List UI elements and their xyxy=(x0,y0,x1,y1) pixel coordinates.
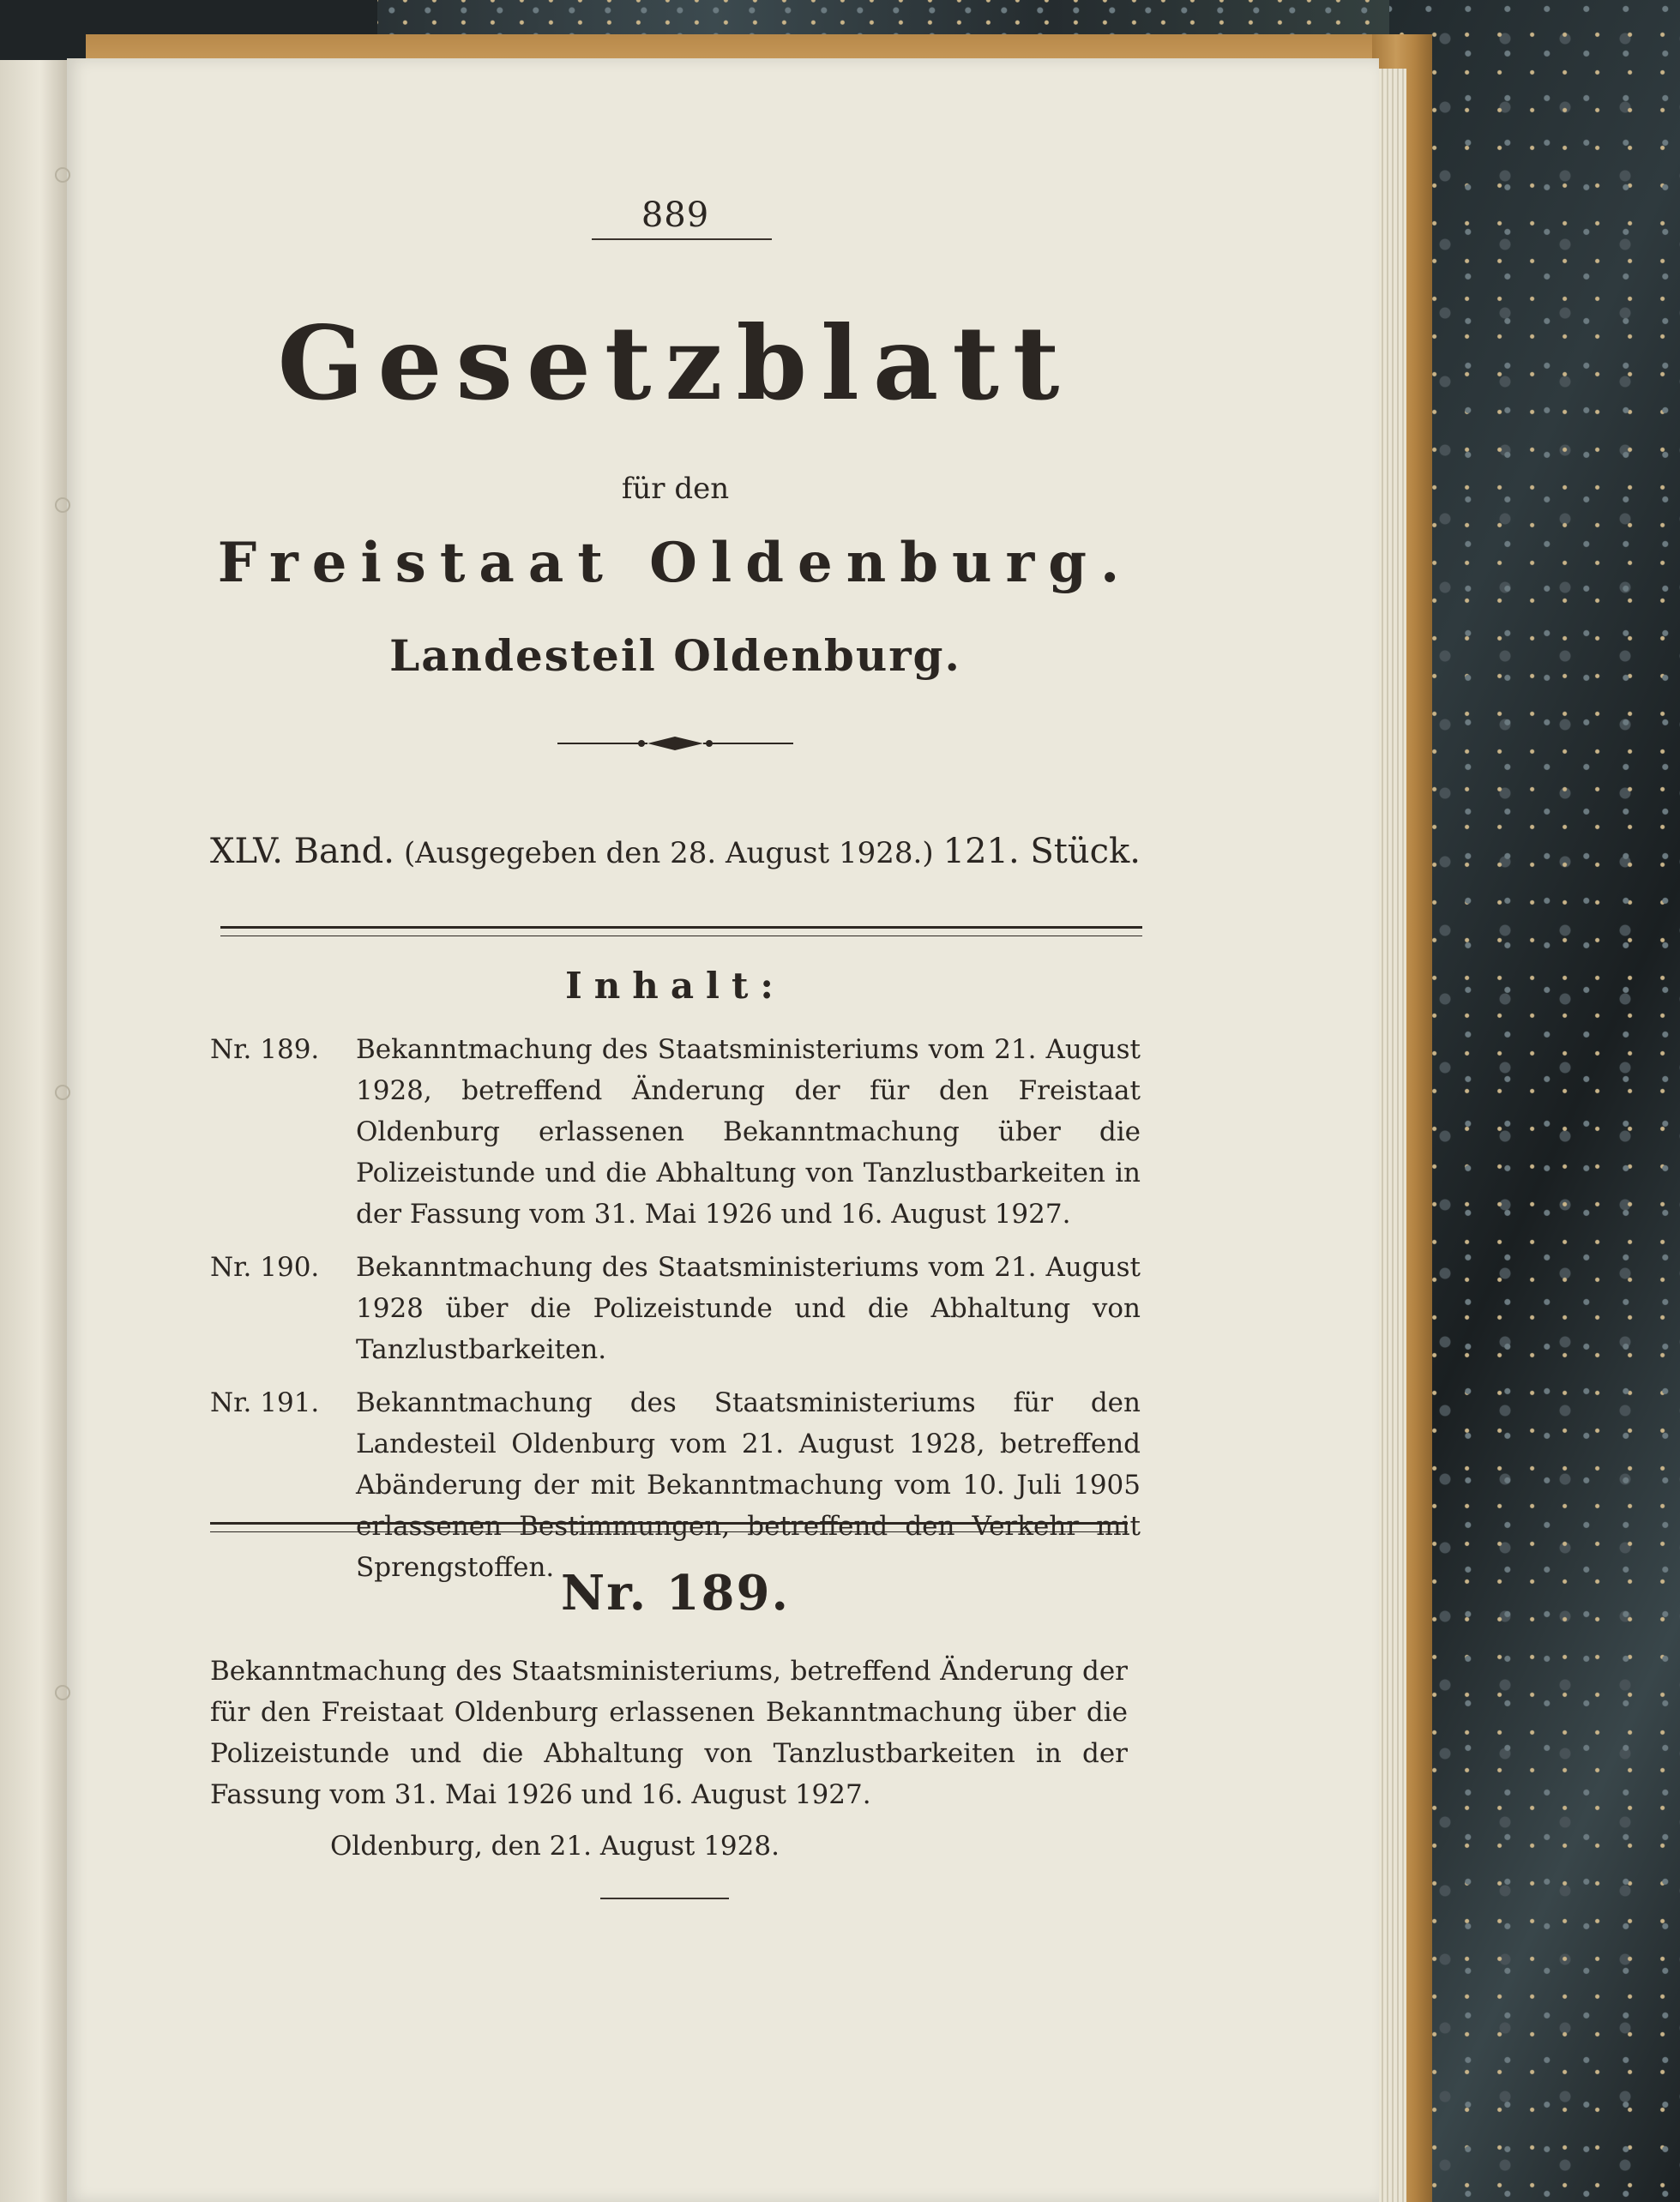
toc-entry-text: Bekanntmachung des Staatsministeriums für den Landesteil Oldenburg vom 21. August 1928, betreffend Abänderung der mit Bekanntmachung vom 10. Juli 1905 erlassenen Bestimmungen, betreffend den Verkehr mit Sprengstoffen. xyxy=(356,1387,1141,1583)
section-description xyxy=(210,1651,1128,1815)
binding-stitch xyxy=(55,1685,70,1700)
double-rule xyxy=(220,926,1142,936)
table-of-contents xyxy=(210,1029,1141,1600)
facing-page-edge xyxy=(0,60,67,2202)
section-place-date: Oldenburg, den 21. August 1928. xyxy=(330,1831,780,1862)
toc-entry xyxy=(210,1382,1141,1588)
end-rule xyxy=(600,1898,729,1899)
issue-date: (Ausgegeben den 28. August 1928.) xyxy=(403,836,934,870)
section-heading: Nr. 189. xyxy=(561,1565,790,1621)
publication-title: Gesetzblatt xyxy=(277,304,1074,423)
double-rule xyxy=(210,1522,1128,1532)
toc-entry xyxy=(210,1247,1141,1370)
toc-entry-number: Nr. 191. xyxy=(210,1387,320,1418)
toc-entry-number: Nr. 189. xyxy=(210,1034,320,1065)
binding-stitch xyxy=(55,1085,70,1100)
binding-stitch xyxy=(55,497,70,513)
toc-entry-number: Nr. 190. xyxy=(210,1252,320,1283)
toc-entry-text: Bekanntmachung des Staatsministeriums vom 21. August 1928, betreffend Änderung der für den Freistaat Oldenburg erlassenen Bekanntmachung über die Polizeistunde und die Abhaltung von Tanzlustbarkeiten in der Fassung vom 31. Mai 1926 und 16. August 1927. xyxy=(356,1034,1141,1230)
ornament-divider-icon xyxy=(557,733,793,754)
page-number: 889 xyxy=(641,196,710,235)
issue-line xyxy=(210,832,1141,871)
part-number: 121. Stück. xyxy=(942,832,1141,871)
toc-entry xyxy=(210,1029,1141,1235)
binding-stitch xyxy=(55,167,70,183)
state-name: Freistaat Oldenburg. xyxy=(217,531,1134,595)
contents-heading: Inhalt: xyxy=(565,965,786,1007)
region-name: Landesteil Oldenburg. xyxy=(389,630,961,681)
publication-subtitle: für den xyxy=(621,472,730,506)
toc-entry-text: Bekanntmachung des Staatsministeriums vom 21. August 1928 über die Polizeistunde und die Abhaltung von Tanzlustbarkeiten. xyxy=(356,1252,1141,1365)
page-number-rule xyxy=(592,238,772,240)
volume-label: XLV. Band. xyxy=(210,832,394,871)
section-description-text: Bekanntmachung des Staatsministeriums, betreffend Änderung der für den Freistaat Oldenburg erlassenen Bekanntmachung über die Polizeistunde und die Abhaltung von Tanzlustbarkeiten in der Fassung vom 31. Mai 1926 und 16. August 1927. xyxy=(210,1656,1128,1810)
